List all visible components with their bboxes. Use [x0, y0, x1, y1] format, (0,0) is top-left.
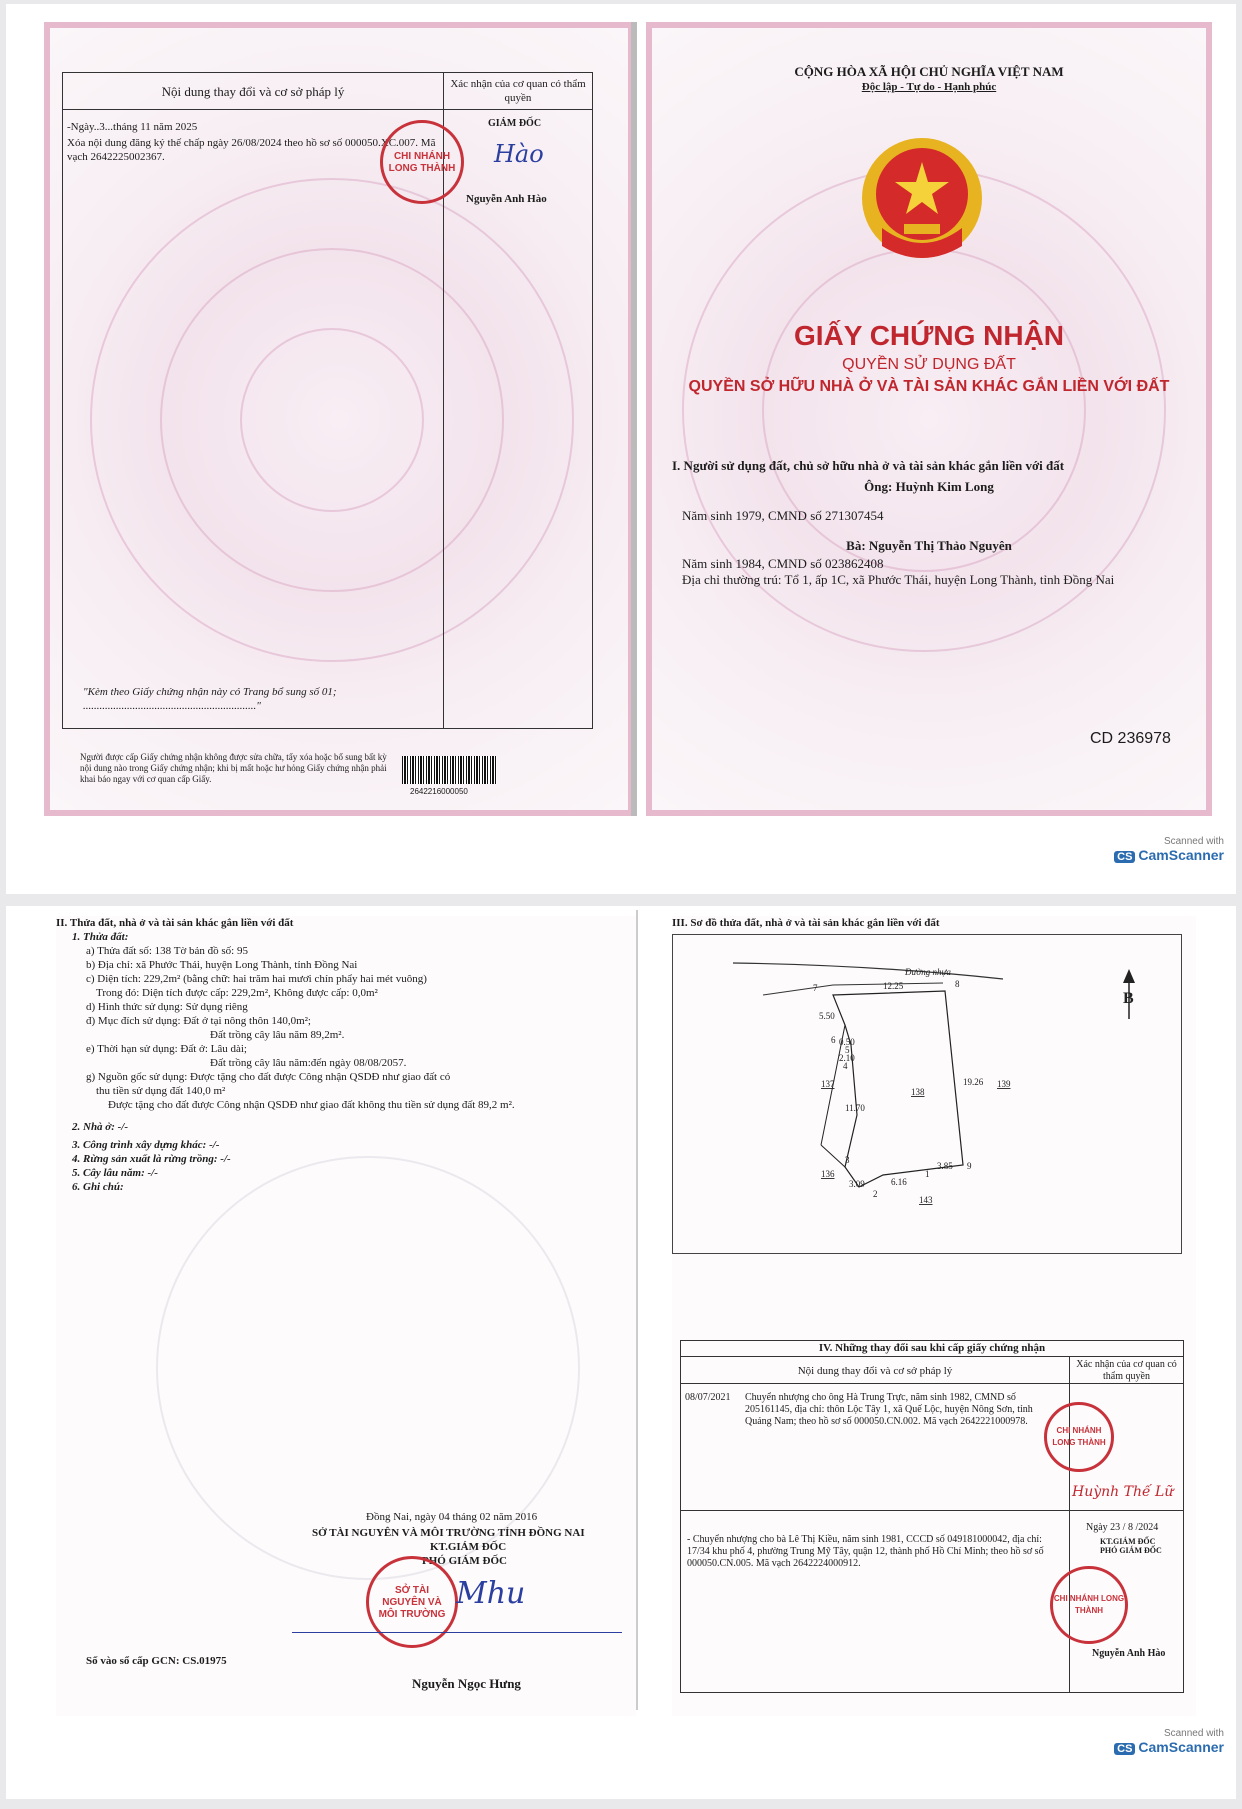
certificate-title: GIẤY CHỨNG NHẬN — [793, 320, 1065, 351]
book-spine — [636, 910, 638, 1710]
watermark-small: Scanned with — [1163, 1728, 1224, 1739]
motto: Độc lập - Tự do - Hạnh phúc — [861, 81, 997, 93]
owner-name: Bà: Nguyễn Thị Thảo Nguyên — [846, 538, 1012, 553]
sign-title: PHÓ GIÁM ĐỐC — [422, 1555, 507, 1567]
stamp-text: CHI NHÁNH LONG THÀNH — [1053, 1594, 1125, 1615]
parcel-area: c) Diện tích: 229,2m² (bằng chữ: hai trăm hai mươi chín phẩy hai mét vuông) — [86, 973, 427, 985]
map-label: 3 — [845, 1155, 850, 1165]
camscanner-logo-icon: CS — [1114, 1743, 1135, 1755]
map-label: 12.25 — [883, 981, 904, 991]
parcel-area-detail: Trong đó: Diện tích được cấp: 229,2m², Không được cấp: 0,0m² — [96, 987, 378, 999]
sign-date: Đồng Nai, ngày 04 tháng 02 năm 2016 — [366, 1511, 538, 1523]
stamp-text: CHI NHÁNH LONG THÀNH — [388, 151, 456, 174]
scan-page-2 — [6, 906, 1236, 1799]
map-label: 3.85 — [937, 1161, 953, 1171]
director-name: Nguyễn Anh Hào — [1092, 1648, 1166, 1659]
header-text: Xác nhận của cơ quan có thẩm quyền — [450, 78, 586, 104]
usage-origin: thu tiền sử dụng đất 140,0 m² — [96, 1085, 226, 1097]
header-text: Xác nhận của cơ quan có thẩm quyền — [1076, 1359, 1177, 1382]
usage-term: Đất trồng cây lâu năm:đến ngày 08/08/2057. — [210, 1057, 407, 1069]
camscanner-watermark — [1114, 1728, 1224, 1755]
sign-title: KT.GIÁM ĐỐC — [430, 1541, 507, 1553]
map-label: 9 — [967, 1161, 972, 1171]
map-label: 8 — [955, 979, 960, 989]
map-label: 3.09 — [849, 1179, 865, 1189]
annex-note: "Kèm theo Giấy chứng nhận này có Trang bổ sung số 01; ..............................................................." — [83, 686, 337, 712]
scan-page-1 — [6, 4, 1236, 894]
certificate-right-sheet — [646, 22, 1212, 816]
certificate-left-sheet — [44, 22, 634, 816]
usage-purpose: Đất trồng cây lâu năm 89,2m². — [210, 1029, 345, 1041]
official-stamp — [366, 1556, 458, 1648]
entry-text: Xóa nội dung đăng ký thế chấp ngày 26/08/2024 theo hồ sơ số 000050.XC.007. Mã vạch 2642225002367. — [67, 137, 436, 163]
map-label: 4 — [843, 1061, 848, 1071]
usage-form: d) Hình thức sử dụng: Sử dụng riêng — [86, 1001, 248, 1013]
stamp-text: SỞ TÀI NGUYÊN VÀ MÔI TRƯỜNG — [378, 1585, 446, 1620]
map-label: 2 — [873, 1189, 878, 1199]
director-title: GIÁM ĐỐC — [488, 118, 542, 129]
entry-text: - Chuyển nhượng cho bà Lê Thị Kiều, năm sinh 1981, CCCD số 049181000042, địa chỉ: 17/34 khu phố 4, phường Trung Mỹ Tây, quận 12, thành phố Hồ Chí Minh; theo hồ sơ số 000050.CN.005. Mã vạch 2642224000912. — [687, 1534, 1044, 1569]
parcel-map-frame — [672, 934, 1182, 1254]
watermark-small: Scanned with — [1163, 836, 1224, 847]
usage-origin: g) Nguồn gốc sử dụng: Được tặng cho đất được Công nhận QSDĐ như giao đất có — [86, 1071, 451, 1083]
map-label: 5 — [845, 1045, 850, 1055]
north-arrow-icon — [1123, 969, 1135, 1019]
usage-term: e) Thời hạn sử dụng: Đất ở: Lâu dài; — [86, 1043, 247, 1055]
parcel-number: a) Thửa đất số: 138 Tờ bản đồ số: 95 — [86, 945, 248, 957]
table-header-content — [680, 1356, 1070, 1384]
usage-origin: Được tặng cho đất được Công nhận QSDĐ như giao đất không thu tiền sử dụng đất 89,2 m². — [108, 1099, 515, 1111]
section-heading: IV. Những thay đổi sau khi cấp giấy chứng nhận — [818, 1342, 1046, 1354]
stamp-text: CHI NHÁNH LONG THÀNH — [1052, 1426, 1106, 1447]
signature-stroke — [292, 1632, 622, 1633]
map-label: 6 — [831, 1035, 836, 1045]
usage-purpose: đ) Mục đích sử dụng: Đất ở tại nông thôn 140,0m²; — [86, 1015, 311, 1027]
item-heading: 1. Thửa đất: — [72, 931, 129, 943]
camscanner-watermark — [1114, 836, 1224, 863]
parcel-map — [673, 935, 1181, 1253]
sign-title: PHÓ GIÁM ĐỐC — [1100, 1546, 1162, 1555]
item-heading: 4. Rừng sản xuất là rừng trồng: -/- — [72, 1153, 231, 1165]
signature: Hào — [494, 140, 544, 168]
map-label: 0.50 — [839, 1037, 855, 1047]
signer-signature: Huỳnh Thế Lữ — [1072, 1484, 1174, 1500]
map-label: 136 — [821, 1169, 835, 1179]
table-body-content — [62, 109, 444, 729]
table-header-content — [62, 72, 444, 110]
map-label: 7 — [813, 983, 818, 993]
table-header-confirm — [443, 72, 593, 110]
signature: Mhu — [456, 1576, 526, 1611]
sign-title: KT.GIÁM ĐỐC — [1100, 1537, 1156, 1546]
header-text: Nội dung thay đổi và cơ sở pháp lý — [161, 84, 345, 99]
road-label: Đường nhựa — [905, 967, 951, 977]
book-spine — [631, 22, 637, 816]
section4-title — [680, 1340, 1184, 1356]
owner-address: Địa chỉ thường trú: Tổ 1, ấp 1C, xã Phước Thái, huyện Long Thành, tỉnh Đồng Nai — [682, 572, 1115, 587]
barcode — [402, 756, 497, 784]
map-label: 1 — [925, 1169, 930, 1179]
map-label: 143 — [919, 1195, 933, 1205]
map-label: 139 — [997, 1079, 1011, 1089]
map-label: 2.10 — [839, 1053, 855, 1063]
owner-info: Năm sinh 1979, CMND số 271307454 — [682, 508, 884, 523]
parcel-address: b) Địa chỉ: xã Phước Thái, huyện Long Thành, tỉnh Đồng Nai — [86, 959, 358, 971]
owner-name: Ông: Huỳnh Kim Long — [864, 479, 994, 494]
signer-name: Nguyễn Ngọc Hưng — [412, 1676, 521, 1691]
section-heading: I. Người sử dụng đất, chủ sở hữu nhà ở và tài sản khác gắn liền với đất — [672, 458, 1065, 473]
section-heading: II. Thửa đất, nhà ở và tài sản khác gắn liền với đất — [56, 917, 294, 929]
row-divider — [681, 1510, 1069, 1511]
table-body-content — [680, 1383, 1070, 1693]
official-stamp — [1044, 1402, 1114, 1472]
issuing-org: SỞ TÀI NGUYÊN VÀ MÔI TRƯỜNG TỈNH ĐỒNG NAI — [312, 1527, 585, 1539]
item-heading: 5. Cây lâu năm: -/- — [72, 1167, 158, 1179]
camscanner-logo-icon: CS — [1114, 851, 1135, 863]
certificate-left-sheet — [56, 916, 636, 1716]
owner-info: Năm sinh 1984, CMND số 023862408 — [682, 556, 884, 571]
entry-date: -Ngày..3...tháng 11 năm 2025 — [67, 121, 198, 133]
watermark-brand: CamScanner — [1138, 1739, 1224, 1755]
item-heading: 3. Công trình xây dựng khác: -/- — [72, 1139, 220, 1151]
entry-date: 08/07/2021 — [685, 1392, 731, 1403]
item-heading: 6. Ghi chú: — [72, 1181, 124, 1193]
header-text: Nội dung thay đổi và cơ sở pháp lý — [797, 1365, 953, 1377]
map-label: 137 — [821, 1079, 835, 1089]
section-heading: III. Sơ đồ thửa đất, nhà ở và tài sản khác gắn liền với đất — [672, 917, 940, 929]
serial-number: CD 236978 — [1090, 730, 1171, 747]
item-heading: 2. Nhà ở: -/- — [72, 1121, 129, 1133]
director-name: Nguyễn Anh Hào — [466, 193, 547, 205]
official-stamp — [1050, 1566, 1128, 1644]
national-emblem-icon — [852, 128, 992, 278]
watermark-brand: CamScanner — [1138, 847, 1224, 863]
certificate-right-sheet — [672, 916, 1196, 1716]
map-label: 5.50 — [819, 1011, 835, 1021]
map-label: 19.26 — [963, 1077, 984, 1087]
map-label: 138 — [911, 1087, 925, 1097]
entry-date: Ngày 23 / 8 /2024 — [1086, 1522, 1159, 1533]
certificate-subtitle: QUYỀN SỞ HỮU NHÀ Ở VÀ TÀI SẢN KHÁC GẮN LIỀN VỚI ĐẤT — [688, 378, 1170, 395]
certificate-subtitle: QUYỀN SỬ DỤNG ĐẤT — [842, 356, 1016, 373]
svg-text:B: B — [1123, 990, 1134, 1007]
barcode-number: 2642216000050 — [410, 787, 468, 796]
map-label: 11.70 — [845, 1103, 865, 1113]
entry-text: Chuyển nhượng cho ông Hà Trung Trực, năm sinh 1982, CMND số 205161145, địa chỉ: thôn Lộc Tây 1, xã Quế Lộc, huyện Nông Sơn, tỉnh Quảng Nam; theo hồ sơ số 000050.CN.002. Mã vạch 2642221000978. — [745, 1392, 1033, 1427]
row-divider — [1070, 1510, 1183, 1511]
table-body-confirm — [443, 109, 593, 729]
nation-name: CỘNG HÒA XÃ HỘI CHỦ NGHĨA VIỆT NAM — [794, 64, 1064, 79]
register-number: Số vào sổ cấp GCN: CS.01975 — [86, 1655, 227, 1667]
footer-warning: Người được cấp Giấy chứng nhận không được sửa chữa, tẩy xóa hoặc bổ sung bất kỳ nội dung nào trong Giấy chứng nhận; khi bị mất hoặc hư hỏng Giấy chứng nhận phải khai báo ngay với cơ quan cấp Giấy. — [80, 752, 387, 784]
official-stamp — [380, 120, 464, 204]
table-header-confirm — [1069, 1356, 1184, 1384]
map-label: 6.16 — [891, 1177, 907, 1187]
